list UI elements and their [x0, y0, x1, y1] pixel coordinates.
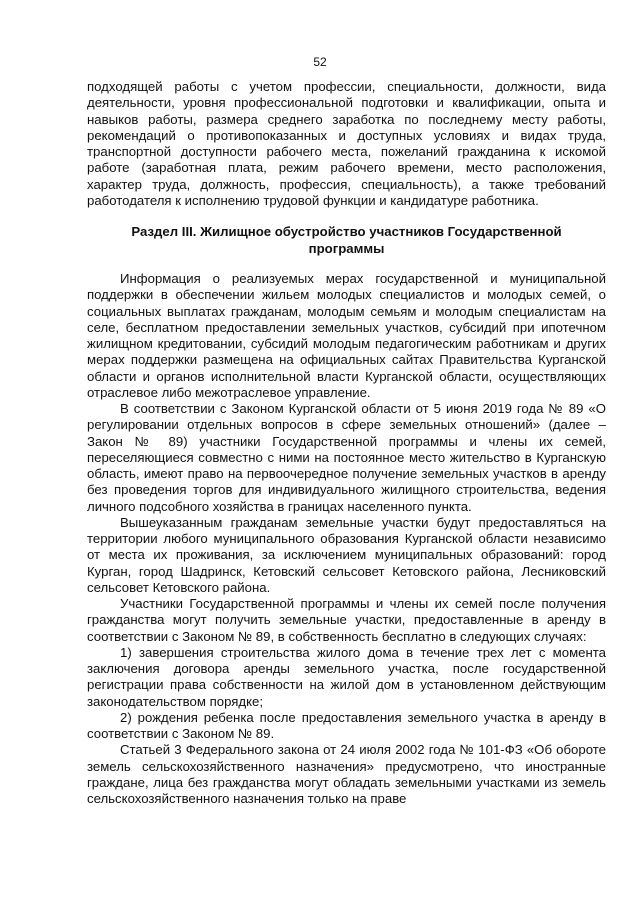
section-heading-line-1: Раздел III. Жилищное обустройство участников Государственной: [131, 224, 562, 239]
list-item-2: 2) рождения ребенка после предоставления земельного участка в аренду в соответствии с Законом № 89.: [87, 709, 606, 741]
section-heading-line-2: программы: [308, 240, 385, 256]
list-item-1: 1) завершения строительства жилого дома в течение трех лет с момента заключения договора аренды земельного участка, после государственной регистрации права собственности на жилой дом в установленном действующим законодательством порядке;: [87, 644, 606, 709]
intro-paragraph: подходящей работы с учетом профессии, специальности, должности, вида деятельности, уровня профессиональной подготовки и квалификации, опыта и навыков работы, размера среднего заработка по последнему месту работы, рекомендаций о противопоказанных и доступных условиях и видах труда, транспортной доступности рабочего места, пожеланий гражданина к искомой работе (заработная плата, режим рабочего времени, место расположения, характер труда, должность, профессия, специальность), а также требований работодателя к исполнению трудовой функции и кандидатуре работника.: [87, 79, 606, 208]
paragraph-ownership: Участники Государственной программы и члены их семей после получения гражданства могут получить земельные участки, предоставленные в аренду в соответствии с Законом № 89, в собственность бесплатно в следующих случаях:: [87, 596, 606, 644]
paragraph-law-89: В соответствии с Законом Курганской области от 5 июня 2019 года № 89 «О регулировании отдельных вопросов в сфере земельных отношений» (далее – Закон № 89) участники Государственной программы и члены их семей, переселяющиеся совместно с ними на постоянное место жительство в Курганскую область, имеют право на первоочередное получение земельных участков в аренду без проведения торгов для индивидуального жилищного строительства, ведения личного подсобного хозяйства в границах населенного пункта.: [87, 401, 606, 514]
section-heading: [87, 224, 606, 257]
page-number: 52: [313, 55, 327, 69]
paragraph-support-info: Информация о реализуемых мерах государственной и муниципальной поддержки в обеспечении жильем молодых специалистов и молодых семей, о социальных выплатах гражданам, молодым семьям и молодым специалистам на селе, бесплатном предоставлении земельных участков, субсидий при ипотечном жилищном кредитовании, субсидий молодым педагогическим работникам и других мерах поддержки размещена на официальных сайтах Правительства Курганской области и органов исполнительной власти Курганской области, осуществляющих отраслевое либо межотраслевое управление.: [87, 271, 606, 400]
document-body: [87, 79, 606, 807]
paragraph-territory: Вышеуказанным гражданам земельные участки будут предоставляться на территории любого муниципального образования Курганской области независимо от места их проживания, за исключением муниципальных образований: город Курган, город Шадринск, Кетовский сельсовет Кетовского района, Лесниковский сельсовет Кетовского района.: [87, 514, 606, 595]
paragraph-federal-law: Статьей 3 Федерального закона от 24 июля 2002 года № 101-ФЗ «Об обороте земель сельскохозяйственного назначения» предусмотрено, что иностранные граждане, лица без гражданства могут обладать земельными участками из земель сельскохозяйственного назначения только на праве: [87, 742, 606, 806]
